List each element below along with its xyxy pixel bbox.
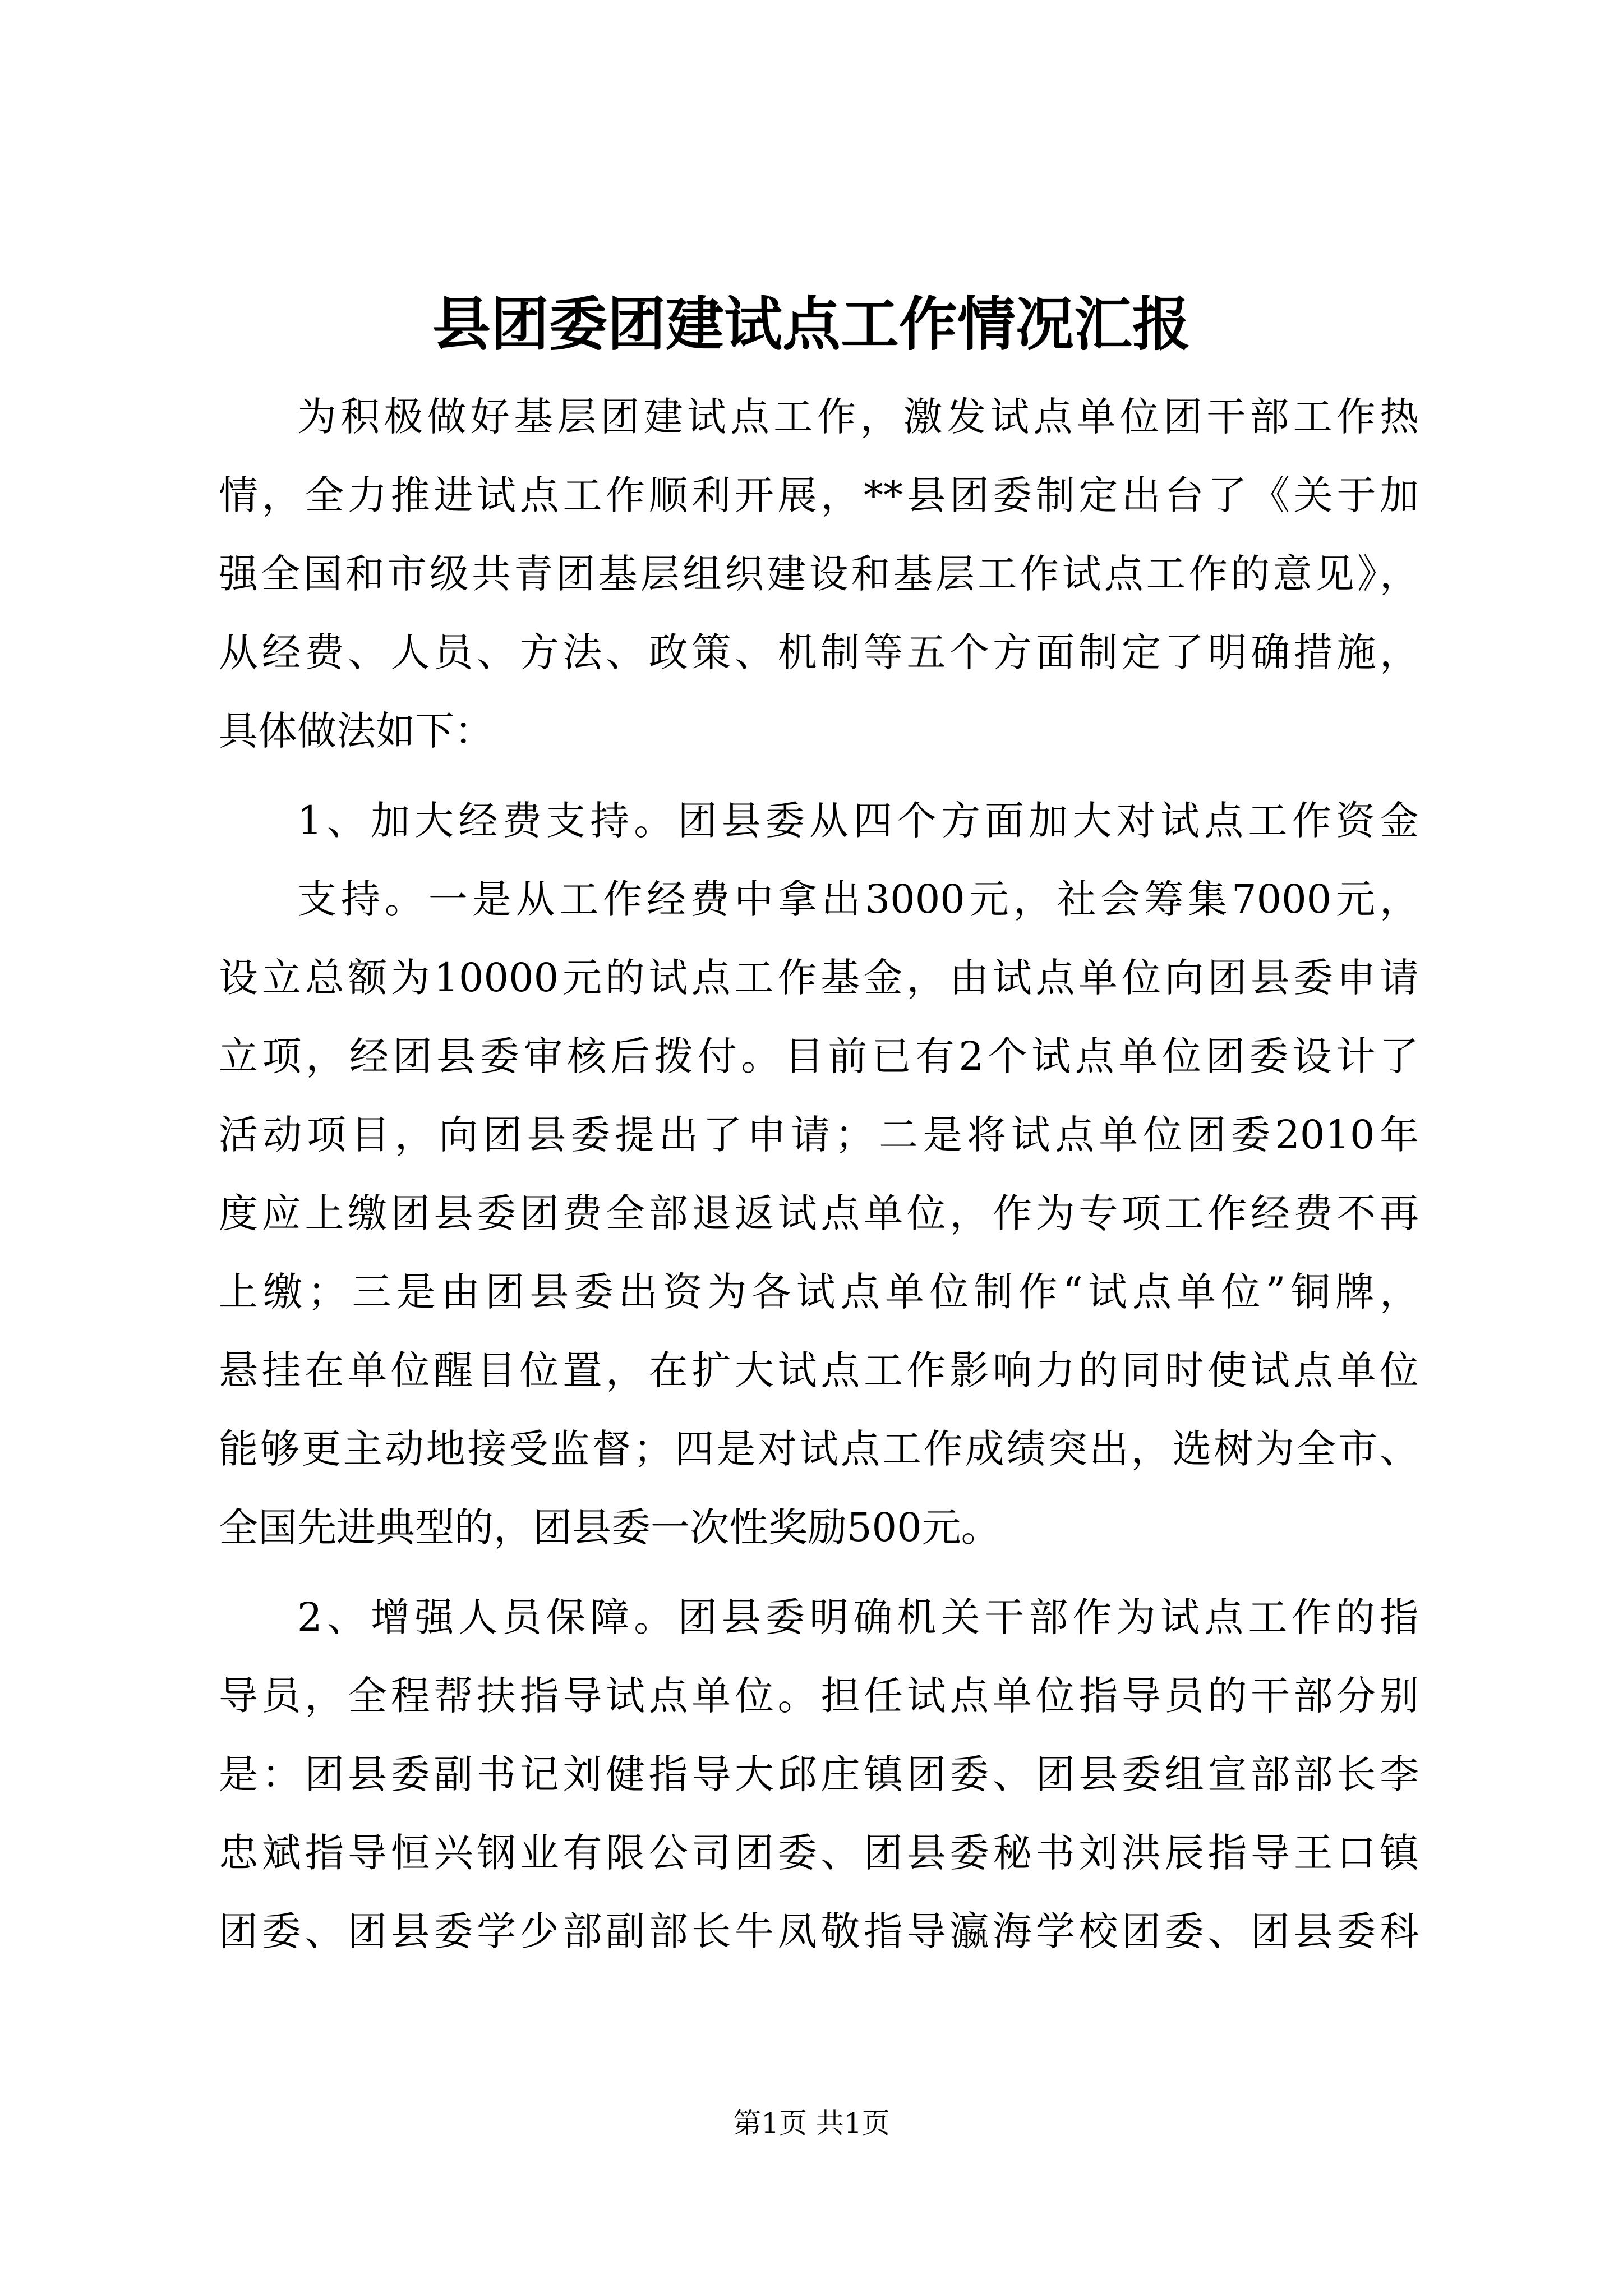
document-title: 县团委团建试点工作情况汇报 [432, 289, 1191, 358]
paragraph-line: 活动项目，向团县委提出了申请；二是将试点单位团委2010年 [219, 1112, 1419, 1158]
paragraph-line: 忠斌指导恒兴钢业有限公司团委、团县委秘书刘洪辰指导王口镇 [219, 1830, 1419, 1876]
paragraph-line: 情，全力推进试点工作顺利开展，**县团委制定出台了《关于加 [219, 472, 1419, 518]
paragraph-line: 上缴；三是由团县委出资为各试点单位制作“试点单位”铜牌， [219, 1269, 1419, 1315]
paragraph-line: 1、加大经费支持。团县委从四个方面加大对试点工作资金 [297, 798, 1419, 844]
paragraph-line: 能够更主动地接受监督；四是对试点工作成绩突出，选树为全市、 [219, 1426, 1419, 1472]
paragraph-line: 度应上缴团县委团费全部退返试点单位，作为专项工作经费不再 [219, 1190, 1419, 1236]
paragraph-line: 具体做法如下： [219, 708, 494, 754]
paragraph-line: 设立总额为10000元的试点工作基金，由试点单位向团县委申请 [219, 955, 1419, 1001]
paragraph-line: 强全国和市级共青团基层组织建设和基层工作试点工作的意见》， [219, 551, 1419, 597]
paragraph-line: 支持。一是从工作经费中拿出3000元，社会筹集7000元， [297, 876, 1419, 922]
paragraph-line: 导员，全程帮扶指导试点单位。担任试点单位指导员的干部分别 [219, 1673, 1419, 1719]
paragraph-line: 悬挂在单位醒目位置，在扩大试点工作影响力的同时使试点单位 [219, 1347, 1419, 1393]
paragraph-line: 为积极做好基层团建试点工作，激发试点单位团干部工作热 [297, 394, 1419, 440]
paragraph-line: 团委、团县委学少部副部长牛凤敬指导瀛海学校团委、团县委科 [219, 1908, 1419, 1954]
paragraph-line: 立项，经团县委审核后拨付。目前已有2个试点单位团委设计了 [219, 1033, 1419, 1079]
paragraph-line: 2、增强人员保障。团县委明确机关干部作为试点工作的指 [297, 1594, 1419, 1640]
page-footer: 第1页 共1页 [733, 2107, 890, 2139]
paragraph-line: 从经费、人员、方法、政策、机制等五个方面制定了明确措施， [219, 629, 1419, 675]
paragraph-line: 是：团县委副书记刘健指导大邱庄镇团委、团县委组宣部部长李 [219, 1751, 1419, 1797]
paragraph-line: 全国先进典型的，团县委一次性奖励500元。 [219, 1504, 1000, 1550]
